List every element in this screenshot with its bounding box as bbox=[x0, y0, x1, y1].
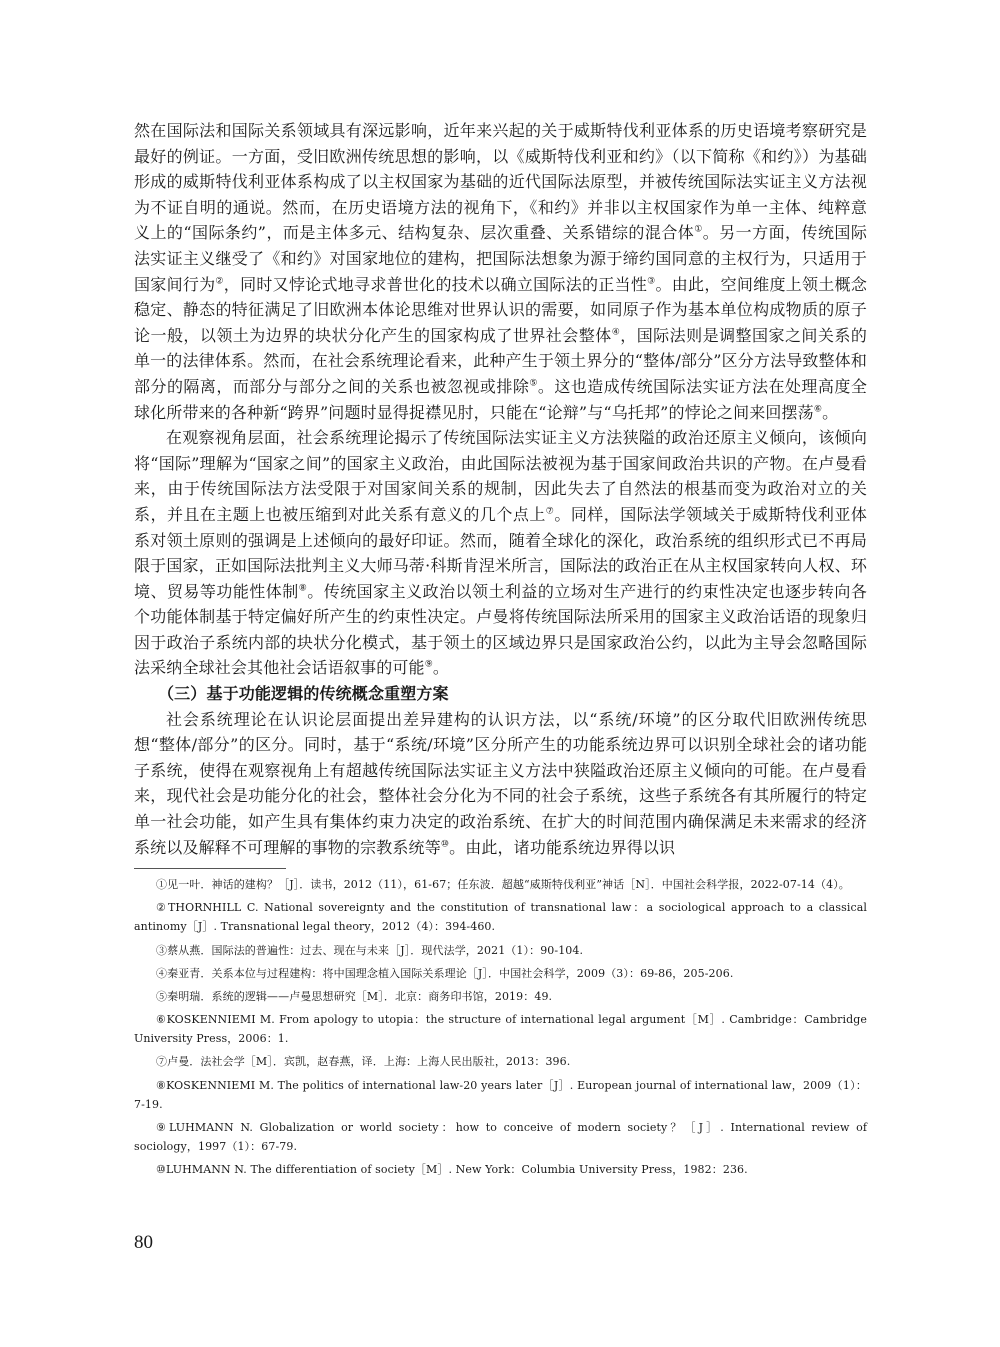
body-paragraph bbox=[134, 425, 867, 681]
footnote-marker[interactable]: ⑧ bbox=[298, 583, 308, 594]
body-text bbox=[134, 118, 867, 860]
paragraph-text: 社会系统理论在认识论层面提出差异建构的认识方法，以“系统/环境”的区分取代旧欧洲传统思想“整体/部分”的区分。同时，基于“系统/环境”区分所产生的功能系统边界可以识别全球社会的诸功能子系统，使得在观察视角上有超越传统国际法实证主义方法中狭隘政治还原主义倾向的可能。在卢曼看来，现代社会是功能分化的社会，整体社会分化为不同的社会子系统，这些子系统各有其所履行的特定单一社会功能，如产生具有集体约束力决定的政治系统、在扩大的时间范围内确保满足未来需求的经济系统以及解释不可理解的事物的宗教系统等 bbox=[134, 709, 867, 857]
page-number: 80 bbox=[134, 1232, 153, 1253]
footnote-item: ⑦卢曼．法社会学［M］．宾凯，赵春燕，译．上海：上海人民出版社，2013：396. bbox=[156, 1055, 571, 1069]
footnote-marker[interactable]: ④ bbox=[611, 327, 621, 338]
footnote-marker[interactable]: ⑨ bbox=[424, 660, 433, 671]
page-content bbox=[134, 118, 867, 1183]
paragraph-text: 。 bbox=[432, 658, 450, 678]
paragraph-text: 。另一方面，传统国际法实证主义继受了《和约》对国家地位的建构，把国际法想象为源于缔约国同意的主权行为，只适用于国家间行为 bbox=[134, 223, 867, 294]
paragraph-text: 。这也造成传统国际法实证方法在处理高度全球化所带来的各种新“跨界”问题时显得捉襟见肘，只能在“论辩”与“乌托邦”的悖论之间来回摆荡 bbox=[134, 376, 867, 422]
footnote-item: ⑨LUHMANN N. Globalization or world society：how to conceive of modern society？［J］. International review of sociology，1997（1）：67-79. bbox=[134, 1120, 867, 1153]
footnote-item: ①见一叶．神话的建构？［J］．读书，2012（11），61-67；任东波．超越“威斯特伐利亚”神话［N］．中国社会科学报，2022-07-14（4）。 bbox=[156, 878, 850, 892]
paragraph-text: 。由此，诸功能系统边界得以识 bbox=[449, 837, 676, 857]
section-heading: （三）基于功能逻辑的传统概念重塑方案 bbox=[158, 684, 449, 704]
paragraph-text: ，同时又悖论式地寻求普世化的技术以确立国际法的正当性 bbox=[223, 274, 648, 294]
paragraph-text: 。同样，国际法学领域关于威斯特伐利亚体系对领土原则的强调是上述倾向的最好印证。然而，随着全球化的深化，政治系统的组织形式已不再局限于国家，正如国际法批判主义大师马蒂·科斯肯涅米所言，国际法的政治正在从主权国家转向人权、环境、贸易等功能性体制 bbox=[134, 504, 867, 601]
paragraph-text: 然在国际法和国际关系领域具有深远影响，近年来兴起的关于威斯特伐利亚体系的历史语境考察研究是最好的例证。一方面，受旧欧洲传统思想的影响，以《威斯特伐利亚和约》（以下简称《和约》）为基础形成的威斯特伐利亚体系构成了以主权国家为基础的近代国际法原型，并被传统国际法实证主义方法视为不证自明的通说。然而，在历史语境方法的视角下，《和约》并非以主权国家作为单一主体、纯粹意义上的“国际条约”，而是主体多元、结构复杂、层次重叠、关系错综的混合体 bbox=[134, 121, 867, 243]
paragraph-text: 在观察视角层面，社会系统理论揭示了传统国际法实证主义方法狭隘的政治还原主义倾向，该倾向将“国际”理解为“国家之间”的国家主义政治，由此国际法被视为基于国家间政治共识的产物。在卢曼看来，由于传统国际法方法受限于对国家间关系的规制，因此失去了自然法的根基而变为政治对立的关系，并且在主题上也被压缩到对此关系有意义的几个点上 bbox=[134, 428, 867, 524]
footnote-item: ④秦亚青．关系本位与过程建构：将中国理念植入国际关系理论［J］．中国社会科学，2009（3）：69-86，205-206. bbox=[156, 966, 734, 980]
footnote-item: ⑧KOSKENNIEMI M. The politics of international law-20 years later［J］. European journal of international law，2009（1）：7-19. bbox=[134, 1078, 867, 1111]
footnote-item: ②THORNHILL C. National sovereignty and the constitution of transnational law：a sociological approach to a classical antinomy［J］. Transnational legal theory，2012（4）：394-460. bbox=[134, 901, 867, 934]
footnote-divider bbox=[134, 868, 286, 869]
footnote-marker[interactable]: ③ bbox=[647, 276, 656, 287]
footnote-marker[interactable]: ⑩ bbox=[440, 839, 450, 850]
paragraphs-after-heading bbox=[134, 707, 867, 861]
paragraph-text: 。由此，空间维度上领土概念稳定、静态的特征满足了旧欧洲本体论思维对世界认识的需要，如同原子作为基本单位构成物质的原子论一般，以领土为边界的块状分化产生的国家构成了世界社会整体 bbox=[134, 274, 868, 345]
footnote-item: ⑩LUHMANN N. The differentiation of society［M］. New York：Columbia University Press，1982：236. bbox=[156, 1162, 748, 1176]
body-paragraph bbox=[134, 118, 867, 425]
footnote-item: ⑤秦明瑞．系统的逻辑——卢曼思想研究［M］．北京：商务印书馆，2019：49. bbox=[156, 989, 553, 1003]
footnote-marker[interactable]: ⑤ bbox=[529, 378, 538, 389]
footnote-marker[interactable]: ⑥ bbox=[813, 404, 823, 415]
paragraph-text: ，国际法则是调整国家之间关系的单一的法律体系。然而，在社会系统理论看来，此种产生于领土界分的“整体/部分”区分方法导致整体和部分的隔离，而部分与部分之间的关系也被忽视或排除 bbox=[134, 325, 867, 396]
paragraph-text: 。 bbox=[822, 402, 839, 422]
paragraph-text: 。传统国家主义政治以领土利益的立场对生产进行的约束性决定也逐步转向各个功能体制基于特定偏好所产生的约束性决定。卢曼将传统国际法所采用的国家主义政治话语的现象归因于政治子系统内部的块状分化模式，基于领土的区域边界只是国家政治公约，以此为主导会忽略国际法采纳全球社会其他社会话语叙事的可能 bbox=[134, 581, 867, 678]
footnote-marker[interactable]: ① bbox=[694, 225, 703, 236]
footnote-marker[interactable]: ② bbox=[215, 276, 224, 287]
footnote-marker[interactable]: ⑦ bbox=[545, 506, 555, 517]
paragraphs-before-heading bbox=[134, 118, 867, 681]
footnotes bbox=[134, 875, 867, 1179]
footnote-item: ③蔡从燕．国际法的普遍性：过去、现在与未来［J］．现代法学，2021（1）：90-104. bbox=[156, 943, 584, 957]
body-paragraph bbox=[134, 707, 867, 861]
footnote-item: ⑥KOSKENNIEMI M. From apology to utopia：the structure of international legal argument［M］. Cambridge：Cambridge University Press，2006：1. bbox=[134, 1013, 867, 1046]
